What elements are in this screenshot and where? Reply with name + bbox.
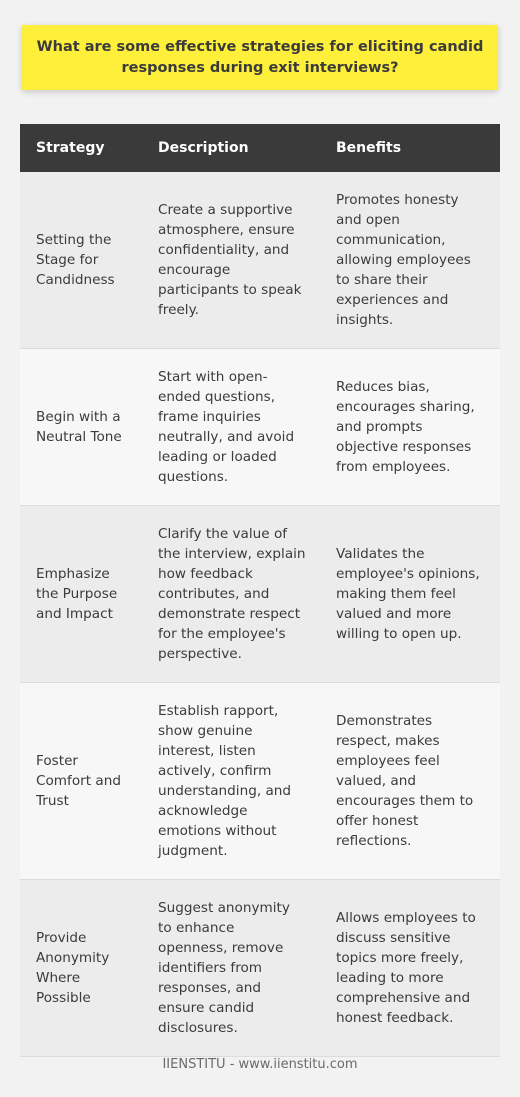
cell-strategy: Provide Anonymity Where Possible bbox=[20, 880, 142, 1057]
cell-description: Clarify the value of the interview, explain how feedback contributes, and demonstrate respect for the employee's perspective. bbox=[142, 506, 320, 683]
table-row bbox=[20, 683, 500, 880]
table-row bbox=[20, 880, 500, 1057]
footer-credit: IIENSTITU - www.iienstitu.com bbox=[162, 1057, 358, 1072]
cell-strategy: Setting the Stage for Candidness bbox=[20, 172, 142, 349]
cell-description: Start with open-ended questions, frame inquiries neutrally, and avoid leading or loaded questions. bbox=[142, 349, 320, 506]
cell-description: Establish rapport, show genuine interest, listen actively, confirm understanding, and acknowledge emotions without judgment. bbox=[142, 683, 320, 880]
cell-benefits: Validates the employee's opinions, making them feel valued and more willing to open up. bbox=[320, 506, 500, 683]
table-header bbox=[20, 124, 500, 172]
cell-benefits: Allows employees to discuss sensitive topics more freely, leading to more comprehensive and honest feedback. bbox=[320, 880, 500, 1057]
cell-strategy: Emphasize the Purpose and Impact bbox=[20, 506, 142, 683]
cell-strategy: Foster Comfort and Trust bbox=[20, 683, 142, 880]
table-body bbox=[20, 172, 500, 1057]
header-description: Description bbox=[142, 124, 320, 172]
table-row bbox=[20, 506, 500, 683]
header-benefits: Benefits bbox=[320, 124, 500, 172]
page-title: What are some effective strategies for eliciting candid responses during exit interviews? bbox=[36, 38, 484, 76]
title-banner bbox=[22, 25, 498, 90]
cell-benefits: Reduces bias, encourages sharing, and prompts objective responses from employees. bbox=[320, 349, 500, 506]
table-row bbox=[20, 349, 500, 506]
cell-description: Create a supportive atmosphere, ensure confidentiality, and encourage participants to speak freely. bbox=[142, 172, 320, 349]
table-row bbox=[20, 172, 500, 349]
strategies-table bbox=[20, 124, 500, 1057]
cell-strategy: Begin with a Neutral Tone bbox=[20, 349, 142, 506]
strategies-table-container bbox=[20, 124, 500, 1057]
cell-description: Suggest anonymity to enhance openness, remove identifiers from responses, and ensure candid disclosures. bbox=[142, 880, 320, 1057]
cell-benefits: Promotes honesty and open communication, allowing employees to share their experiences and insights. bbox=[320, 172, 500, 349]
cell-benefits: Demonstrates respect, makes employees feel valued, and encourages them to offer honest reflections. bbox=[320, 683, 500, 880]
header-strategy: Strategy bbox=[20, 124, 142, 172]
header-row bbox=[20, 124, 500, 172]
